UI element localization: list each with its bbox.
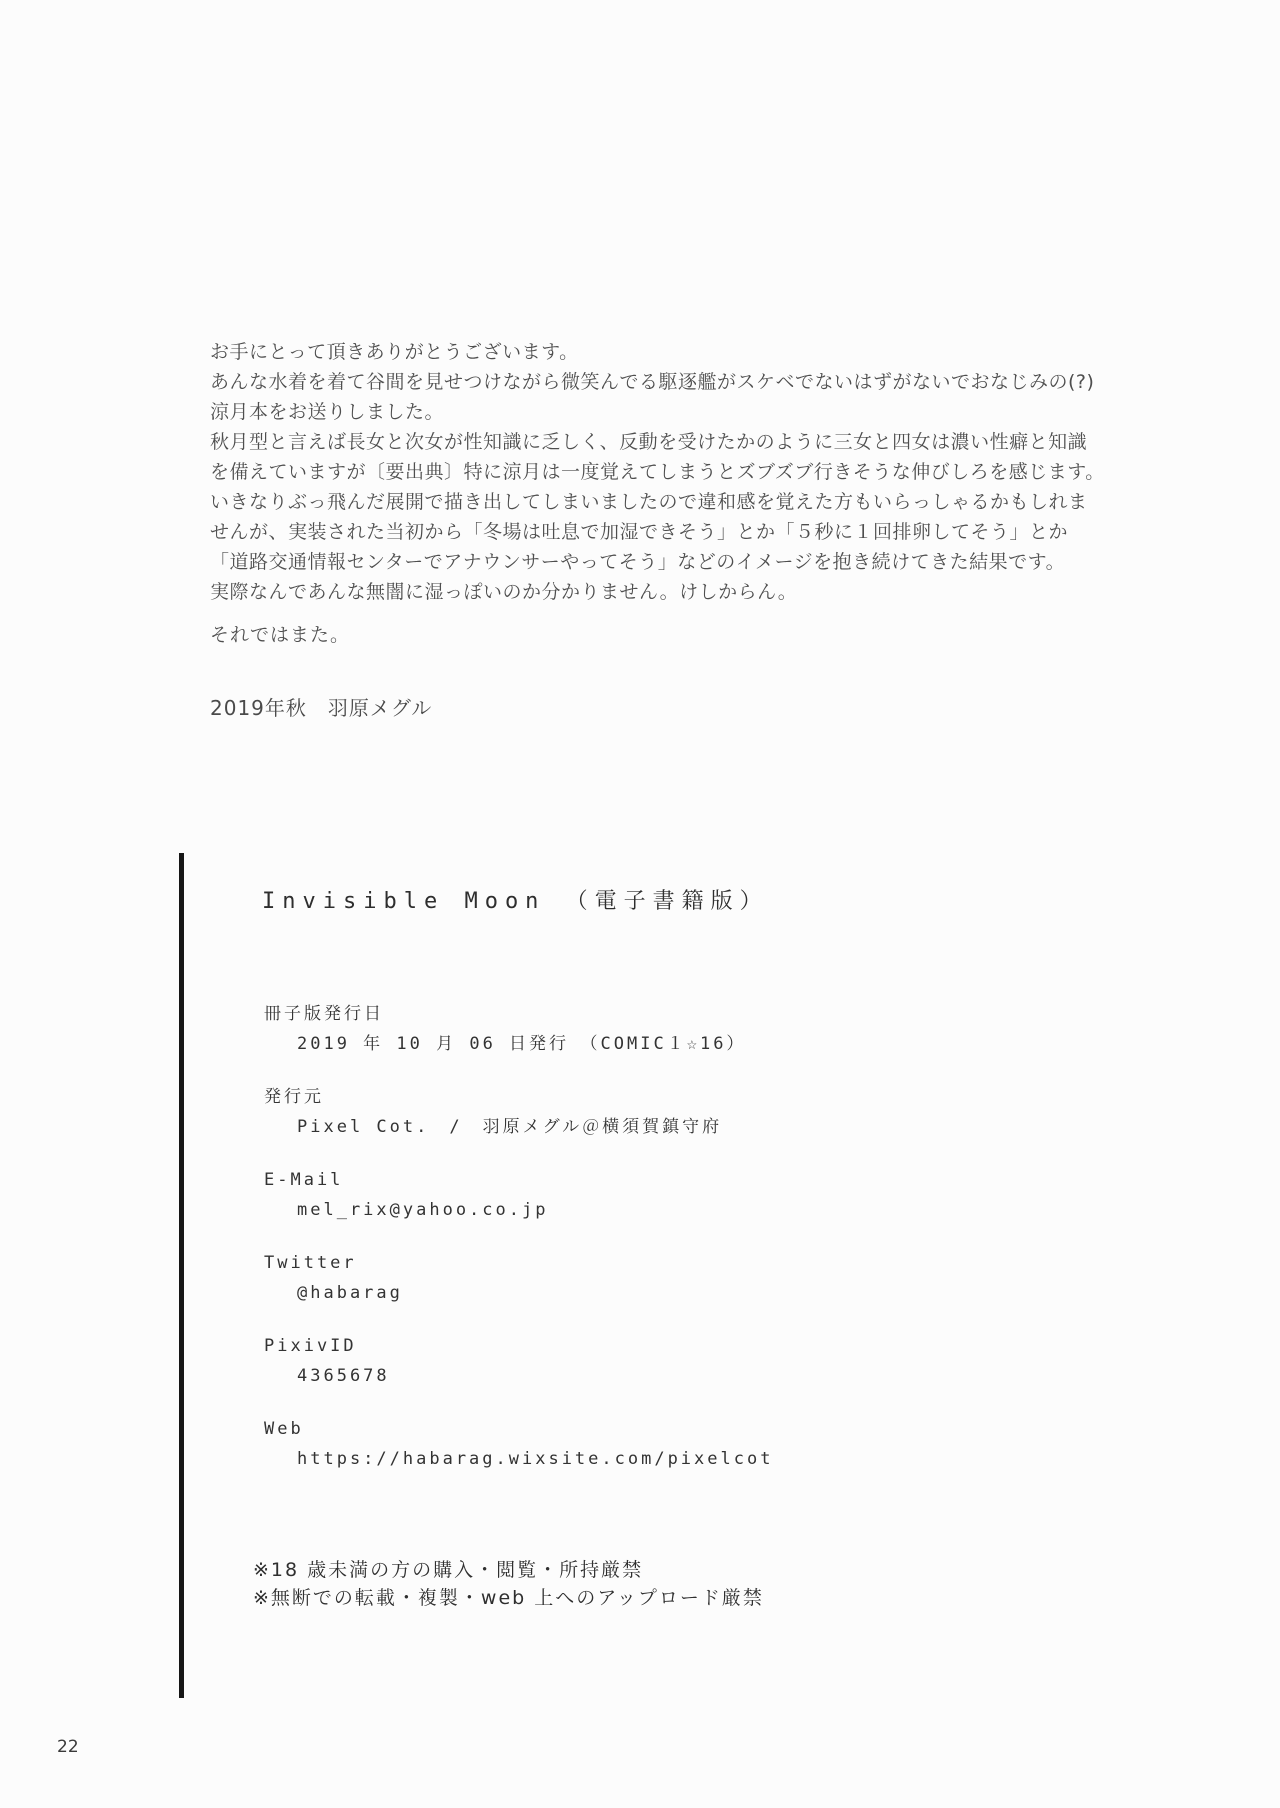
colophon-entry-twitter [264, 1248, 773, 1308]
colophon-entries [264, 999, 773, 1497]
entry-value: https://habarag.wixsite.com/pixelcot [297, 1449, 774, 1469]
colophon-entry-pixiv [264, 1331, 773, 1391]
colophon-vertical-rule [179, 853, 184, 1698]
afterword-line: 涼月本をお送りしました。 [210, 401, 445, 423]
entry-value: 2019 年 10 月 06 日発行 （COMIC１☆16） [297, 1034, 747, 1054]
entry-value: @habarag [297, 1283, 403, 1303]
afterword-line: お手にとって頂きありがとうございます。 [210, 341, 579, 363]
entry-value: mel_rix@yahoo.co.jp [297, 1200, 549, 1220]
entry-label: 発行元 [264, 1087, 324, 1107]
author-signature: 2019年秋 羽原メグル [210, 696, 433, 720]
entry-label: Web [264, 1419, 304, 1439]
colophon-entry-publisher [264, 1082, 773, 1142]
afterword-line: あんな水着を着て谷間を見せつけながら微笑んでる駆逐艦がスケベでないはずがないでおなじみの(?) [210, 371, 1095, 393]
afterword-paragraph [210, 337, 1105, 607]
colophon-entry-email [264, 1165, 773, 1225]
afterword-line: いきなりぶっ飛んだ展開で描き出してしまいましたので違和感を覚えた方もいらっしゃるかもしれま [210, 491, 1088, 513]
colophon-entry-web [264, 1414, 773, 1474]
afterword-line: を備えていますが〔要出典〕特に涼月は一度覚えてしまうとズブズブ行きそうな伸びしろを感じます。 [210, 461, 1105, 483]
legal-notices [253, 1556, 764, 1612]
entry-value: Pixel Cot. / 羽原メグル＠横須賀鎮守府 [297, 1117, 723, 1137]
colophon-title: Invisible Moon （電子書籍版） [262, 889, 769, 914]
entry-label: E-Mail [264, 1170, 344, 1190]
entry-label: 冊子版発行日 [264, 1004, 384, 1024]
afterword-line: せんが、実装された当初から「冬場は吐息で加湿できそう」とか「５秒に１回排卵してそう」とか [210, 521, 1069, 543]
afterword-line: 「道路交通情報センターでアナウンサーやってそう」などのイメージを抱き続けてきた結果です。 [210, 551, 1066, 573]
afterword-line: 秋月型と言えば長女と次女が性知識に乏しく、反動を受けたかのように三女と四女は濃い性癖と知識 [210, 431, 1088, 453]
entry-value: 4365678 [297, 1366, 390, 1386]
afterword-line: 実際なんであんな無闇に湿っぽいのか分かりません。けしからん。 [210, 581, 798, 603]
entry-label: Twitter [264, 1253, 357, 1273]
afterword-closing: それではまた。 [210, 624, 351, 646]
notice-line: ※無断での転載・複製・web 上へのアップロード厳禁 [253, 1587, 764, 1609]
notice-line: ※18 歳未満の方の購入・閲覧・所持厳禁 [253, 1559, 644, 1581]
colophon-entry-booklet-date [264, 999, 773, 1059]
page-number: 22 [57, 1737, 79, 1757]
entry-label: PixivID [264, 1336, 357, 1356]
